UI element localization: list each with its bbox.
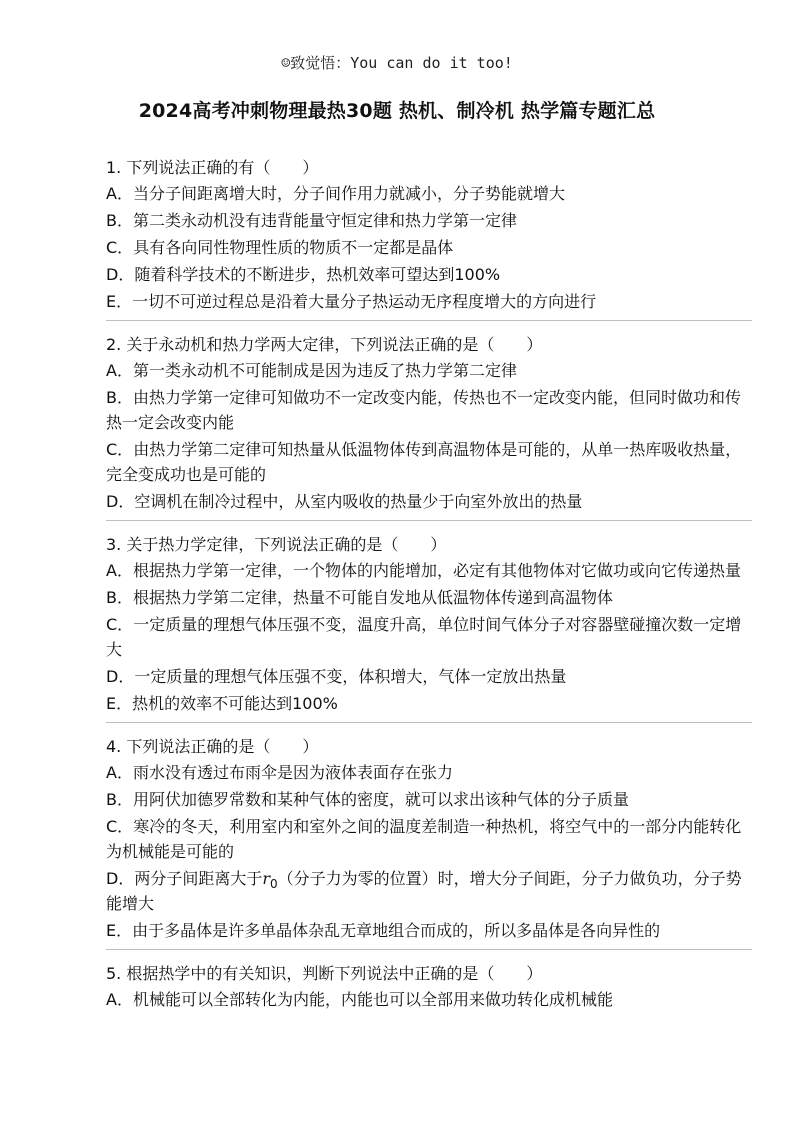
option-label: A．: [106, 763, 133, 782]
option-text: 第一类永动机不可能制成是因为违反了热力学第二定律: [132, 361, 517, 380]
option-label: E．: [106, 694, 133, 713]
option-text: 由于多晶体是许多单晶体杂乱无章地组合而成的，所以多晶体是各向异性的: [132, 921, 661, 940]
option-text-pre: 两分子间距离大于: [134, 869, 263, 888]
option-e: [106, 691, 752, 716]
page-header: [0, 52, 794, 73]
option-text: （分子力为零的位置）时，增大分子间距，分子力做负功，分子势能增大: [106, 869, 742, 913]
option-text: 一定质量的理想气体压强不变，体积增大，气体一定放出热量: [134, 667, 567, 686]
option-b: [106, 787, 752, 812]
option-b: [106, 208, 752, 233]
option-label: A．: [106, 184, 133, 203]
question-stem: 1. 下列说法正确的有（ ）: [106, 158, 319, 177]
option-label: B．: [106, 388, 133, 407]
document-title: 2024高考冲刺物理最热30题 热机、制冷机 热学篇专题汇总: [138, 100, 656, 122]
option-label: C．: [106, 440, 134, 459]
option-text: 一定质量的理想气体压强不变，温度升高，单位时间气体分子对容器壁碰撞次数一定增大: [106, 615, 742, 659]
option-b: [106, 385, 752, 435]
option-label: A．: [106, 990, 133, 1009]
option-label: B．: [106, 588, 133, 607]
option-d: [106, 262, 752, 287]
question-stem: 4. 下列说法正确的是（ ）: [106, 737, 319, 756]
option-text: 具有各向同性物理性质的物质不一定都是晶体: [133, 238, 454, 257]
option-b: [106, 585, 752, 610]
question-divider: [106, 722, 752, 723]
option-a: [106, 987, 752, 1012]
option-e: [106, 289, 752, 314]
option-a: [106, 558, 752, 583]
question-stem: 5. 根据热学中的有关知识，判断下列说法中正确的是（ ）: [106, 964, 543, 983]
option-label: A．: [106, 561, 133, 580]
option-text: 机械能可以全部转化为内能，内能也可以全部用来做功转化成机械能: [132, 990, 613, 1009]
option-a: [106, 358, 752, 383]
option-label: C．: [106, 238, 134, 257]
option-text: 用阿伏加德罗常数和某种气体的密度，就可以求出该种气体的分子质量: [132, 790, 629, 809]
option-label: D．: [106, 667, 135, 686]
question-divider: [106, 320, 752, 321]
question-1: [106, 154, 752, 314]
header-motto: 致觉悟：You can do it too!: [290, 54, 513, 72]
option-c: [106, 612, 752, 662]
option-d: [106, 866, 752, 916]
option-label: D．: [106, 265, 135, 284]
math-symbol-r: r: [262, 869, 270, 888]
option-label: B．: [106, 790, 133, 809]
question-list: [106, 154, 752, 1014]
question-stem: 3. 关于热力学定律，下列说法正确的是（ ）: [106, 535, 447, 554]
option-e: [106, 918, 752, 943]
option-text: 由热力学第一定律可知做功不一定改变内能，传热也不一定改变内能，但同时做功和传热一定会改变内能: [106, 388, 741, 432]
option-a: [106, 760, 752, 785]
option-label: D．: [106, 492, 135, 511]
question-5: [106, 960, 752, 1012]
option-label: A．: [106, 361, 133, 380]
question-3: [106, 531, 752, 716]
option-text: 随着科学技术的不断进步，热机效率可望达到100%: [134, 265, 501, 284]
option-text: 雨水没有透过布雨伞是因为液体表面存在张力: [132, 763, 453, 782]
question-4: [106, 733, 752, 943]
math-subscript: 0: [270, 877, 278, 892]
option-label: C．: [106, 817, 134, 836]
smiley-icon: ☺: [281, 54, 291, 72]
option-label: E．: [106, 921, 133, 940]
option-c: [106, 235, 752, 260]
option-c: [106, 437, 752, 487]
option-d: [106, 489, 752, 514]
option-c: [106, 814, 752, 864]
question-stem: 2. 关于永动机和热力学两大定律，下列说法正确的是（ ）: [106, 335, 543, 354]
option-text: 当分子间距离增大时，分子间作用力就减小，分子势能就增大: [132, 184, 565, 203]
option-text: 一切不可逆过程总是沿着大量分子热运动无序程度增大的方向进行: [132, 292, 597, 311]
option-text: 热机的效率不可能达到100%: [132, 694, 338, 713]
option-text: 根据热力学第一定律，一个物体的内能增加，必定有其他物体对它做功或向它传递热量: [132, 561, 741, 580]
option-text: 由热力学第二定律可知热量从低温物体传到高温物体是可能的，从单一热库吸收热量，完全变成功也是可能的: [106, 440, 742, 484]
question-2: [106, 331, 752, 514]
option-label: B．: [106, 211, 133, 230]
option-d: [106, 664, 752, 689]
option-text: 寒冷的冬天，利用室内和室外之间的温度差制造一种热机，将空气中的一部分内能转化为机械能是可能的: [106, 817, 742, 861]
option-text: 根据热力学第二定律，热量不可能自发地从低温物体传递到高温物体: [132, 588, 613, 607]
option-a: [106, 181, 752, 206]
question-divider: [106, 949, 752, 950]
option-text: 第二类永动机没有违背能量守恒定律和热力学第一定律: [132, 211, 517, 230]
option-label: D．: [106, 869, 135, 888]
question-divider: [106, 520, 752, 521]
option-label: C．: [106, 615, 134, 634]
option-text: 空调机在制冷过程中，从室内吸收的热量少于向室外放出的热量: [134, 492, 583, 511]
option-label: E．: [106, 292, 133, 311]
